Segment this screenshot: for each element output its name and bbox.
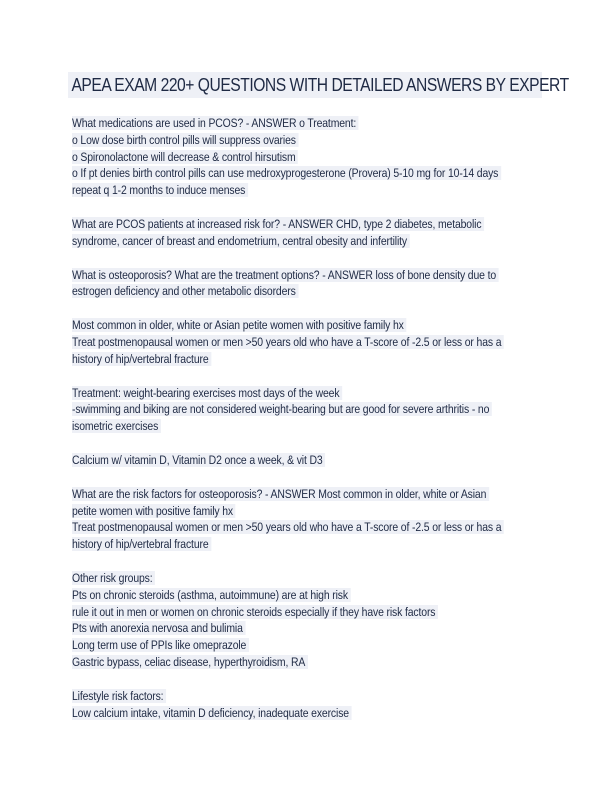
- paragraph: [72, 385, 542, 435]
- text-line-content: Treat postmenopausal women or men >50 years old who have a T-score of -2.5 or less or has a: [72, 335, 504, 349]
- text-line-content: Treatment: weight-bearing exercises most days of the week: [72, 386, 342, 400]
- text-line: [72, 452, 474, 469]
- text-line: [72, 233, 474, 250]
- text-line: [72, 604, 474, 621]
- text-line-content: Long term use of PPIs like omeprazole: [72, 638, 249, 652]
- text-line: [72, 705, 474, 722]
- text-line: [72, 570, 474, 587]
- text-line-content: What is osteoporosis? What are the treatment options? - ANSWER loss of bone density due to: [72, 268, 499, 282]
- text-line-content: o If pt denies birth control pills can use medroxyprogesterone (Provera) 5-10 mg for 10-14 days: [72, 166, 501, 180]
- text-line-content: petite women with positive family hx: [72, 504, 236, 518]
- text-line-content: Pts on chronic steroids (asthma, autoimmune) are at high risk: [72, 588, 351, 602]
- text-line: [72, 165, 499, 182]
- text-line-content: history of hip/vertebral fracture: [72, 537, 211, 551]
- text-line: [72, 115, 474, 132]
- text-line-content: Calcium w/ vitamin D, Vitamin D2 once a week, & vit D3: [72, 453, 325, 467]
- text-line-content: What medications are used in PCOS? - ANSWER o Treatment:: [72, 116, 359, 130]
- text-line-content: repeat q 1-2 months to induce menses: [72, 183, 248, 197]
- text-line-content: Pts with anorexia nervosa and bulimia: [72, 621, 245, 635]
- text-line: [72, 317, 474, 334]
- text-line: [72, 519, 502, 536]
- paragraph: [72, 486, 542, 553]
- text-line-content: o Low dose birth control pills will suppress ovaries: [72, 133, 298, 147]
- text-line: [72, 587, 474, 604]
- paragraph: [72, 267, 542, 301]
- text-line-content: syndrome, cancer of breast and endometrium, central obesity and infertility: [72, 234, 410, 248]
- paragraph: [72, 115, 542, 199]
- text-line: [72, 283, 474, 300]
- text-line: [72, 334, 502, 351]
- paragraph: [72, 688, 542, 722]
- text-line: [72, 267, 497, 284]
- text-line: [72, 149, 474, 166]
- text-line: [72, 418, 474, 435]
- text-line: [72, 401, 490, 418]
- document-title: APEA EXAM 220+ QUESTIONS WITH DETAILED ANSWERS BY EXPERT: [71, 74, 569, 95]
- paragraph: [72, 317, 542, 367]
- text-line-content: history of hip/vertebral fracture: [72, 352, 211, 366]
- text-line: [72, 351, 474, 368]
- text-line: [72, 637, 474, 654]
- title-bar: [68, 72, 569, 98]
- text-line-content: Low calcium intake, vitamin D deficiency, inadequate exercise: [72, 706, 352, 720]
- paragraph: [72, 452, 542, 469]
- text-line-content: o Spironolactone will decrease & control hirsutism: [72, 150, 298, 164]
- text-line-content: Treat postmenopausal women or men >50 years old who have a T-score of -2.5 or less or has a: [72, 520, 504, 534]
- paragraph: [72, 570, 542, 671]
- document-body: [72, 115, 542, 738]
- text-line-content: estrogen deficiency and other metabolic disorders: [72, 284, 298, 298]
- text-line: [72, 486, 487, 503]
- text-line-content: What are the risk factors for osteoporosis? - ANSWER Most common in older, white or Asian: [72, 487, 489, 501]
- text-line: [72, 654, 474, 671]
- text-line: [72, 182, 474, 199]
- text-line: [72, 503, 474, 520]
- paragraph: [72, 216, 542, 250]
- text-line-content: Lifestyle risk factors:: [72, 689, 166, 703]
- text-line: [72, 216, 482, 233]
- text-line-content: -swimming and biking are not considered weight-bearing but are good for severe arthritis - no: [72, 402, 492, 416]
- text-line-content: Gastric bypass, celiac disease, hyperthyroidism, RA: [72, 655, 308, 669]
- text-line: [72, 132, 474, 149]
- text-line-content: isometric exercises: [72, 419, 161, 433]
- text-line-content: Other risk groups:: [72, 571, 155, 585]
- text-line: [72, 536, 474, 553]
- text-line: [72, 688, 474, 705]
- text-line-content: What are PCOS patients at increased risk for? - ANSWER CHD, type 2 diabetes, metabolic: [72, 217, 484, 231]
- text-line: [72, 620, 474, 637]
- text-line-content: Most common in older, white or Asian petite women with positive family hx: [72, 318, 406, 332]
- text-line-content: rule it out in men or women on chronic steroids especially if they have risk factors: [72, 605, 438, 619]
- text-line: [72, 385, 474, 402]
